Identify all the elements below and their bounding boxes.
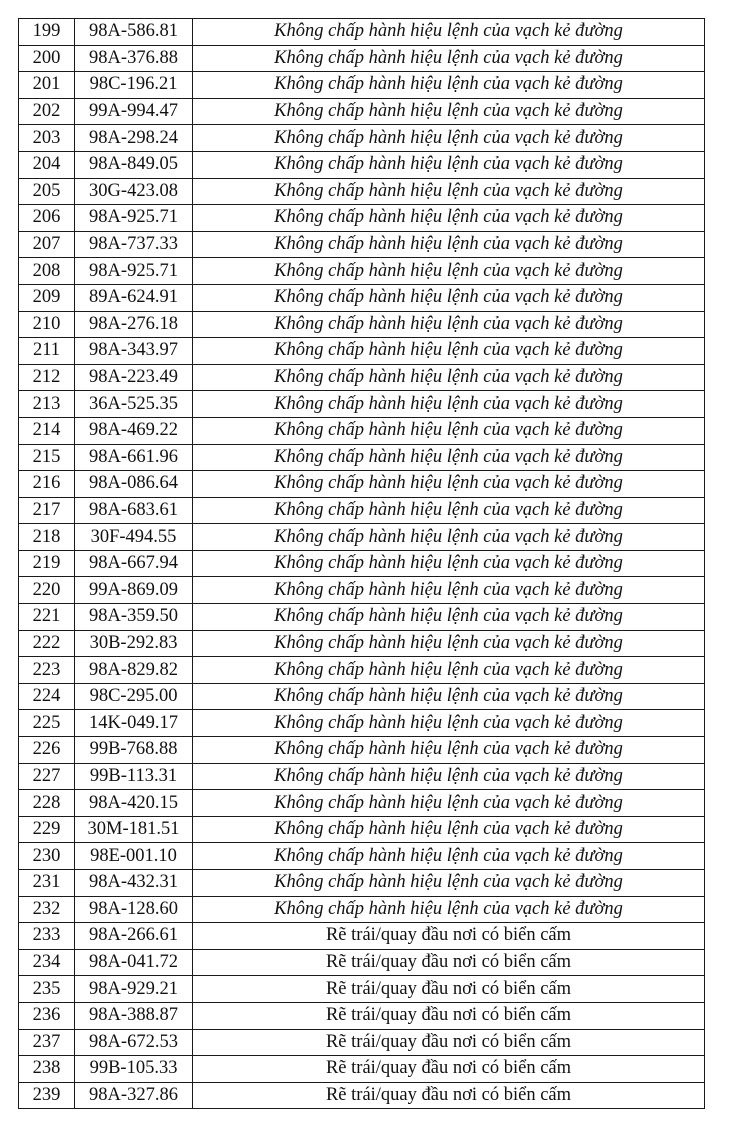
row-number-cell: 210 <box>19 311 75 338</box>
table-row <box>19 178 705 205</box>
violation-description-cell: Rẽ trái/quay đầu nơi có biển cấm <box>193 1002 705 1029</box>
row-number-cell: 221 <box>19 604 75 631</box>
row-number-cell: 228 <box>19 790 75 817</box>
violation-description-cell: Không chấp hành hiệu lệnh của vạch kẻ đường <box>193 338 705 365</box>
license-plate-cell: 98A-849.05 <box>75 151 193 178</box>
table-row <box>19 72 705 99</box>
license-plate-cell: 98C-196.21 <box>75 72 193 99</box>
row-number-cell: 209 <box>19 284 75 311</box>
license-plate-cell: 98A-388.87 <box>75 1002 193 1029</box>
violation-description-cell: Không chấp hành hiệu lệnh của vạch kẻ đường <box>193 125 705 152</box>
row-number-cell: 203 <box>19 125 75 152</box>
license-plate-cell: 99A-869.09 <box>75 577 193 604</box>
row-number-cell: 229 <box>19 816 75 843</box>
row-number-cell: 200 <box>19 45 75 72</box>
table-row <box>19 949 705 976</box>
violation-description-cell: Không chấp hành hiệu lệnh của vạch kẻ đường <box>193 550 705 577</box>
row-number-cell: 232 <box>19 896 75 923</box>
license-plate-cell: 98A-829.82 <box>75 657 193 684</box>
violation-description-cell: Không chấp hành hiệu lệnh của vạch kẻ đường <box>193 497 705 524</box>
violation-description-cell: Rẽ trái/quay đầu nơi có biển cấm <box>193 949 705 976</box>
license-plate-cell: 98A-327.86 <box>75 1082 193 1109</box>
row-number-cell: 199 <box>19 19 75 46</box>
table-row <box>19 923 705 950</box>
violation-description-cell: Không chấp hành hiệu lệnh của vạch kẻ đường <box>193 231 705 258</box>
license-plate-cell: 99A-994.47 <box>75 98 193 125</box>
row-number-cell: 201 <box>19 72 75 99</box>
table-row <box>19 417 705 444</box>
row-number-cell: 207 <box>19 231 75 258</box>
license-plate-cell: 98A-586.81 <box>75 19 193 46</box>
violation-description-cell: Không chấp hành hiệu lệnh của vạch kẻ đường <box>193 763 705 790</box>
violation-description-cell: Không chấp hành hiệu lệnh của vạch kẻ đường <box>193 178 705 205</box>
license-plate-cell: 98A-929.21 <box>75 976 193 1003</box>
table-row <box>19 311 705 338</box>
violation-description-cell: Không chấp hành hiệu lệnh của vạch kẻ đường <box>193 205 705 232</box>
license-plate-cell: 98A-737.33 <box>75 231 193 258</box>
violation-description-cell: Rẽ trái/quay đầu nơi có biển cấm <box>193 1056 705 1083</box>
license-plate-cell: 98E-001.10 <box>75 843 193 870</box>
table-row <box>19 284 705 311</box>
table-row <box>19 843 705 870</box>
row-number-cell: 212 <box>19 364 75 391</box>
license-plate-cell: 30M-181.51 <box>75 816 193 843</box>
row-number-cell: 214 <box>19 417 75 444</box>
table-row <box>19 976 705 1003</box>
table-row <box>19 1002 705 1029</box>
violation-description-cell: Rẽ trái/quay đầu nơi có biển cấm <box>193 1029 705 1056</box>
license-plate-cell: 36A-525.35 <box>75 391 193 418</box>
table-row <box>19 151 705 178</box>
table-row <box>19 763 705 790</box>
table-row <box>19 816 705 843</box>
violation-description-cell: Không chấp hành hiệu lệnh của vạch kẻ đường <box>193 98 705 125</box>
row-number-cell: 224 <box>19 683 75 710</box>
violation-description-cell: Không chấp hành hiệu lệnh của vạch kẻ đường <box>193 790 705 817</box>
license-plate-cell: 30F-494.55 <box>75 524 193 551</box>
violation-description-cell: Không chấp hành hiệu lệnh của vạch kẻ đường <box>193 604 705 631</box>
violation-description-cell: Không chấp hành hiệu lệnh của vạch kẻ đường <box>193 683 705 710</box>
table-row <box>19 604 705 631</box>
violation-description-cell: Không chấp hành hiệu lệnh của vạch kẻ đường <box>193 737 705 764</box>
table-row <box>19 790 705 817</box>
table-row <box>19 1029 705 1056</box>
row-number-cell: 206 <box>19 205 75 232</box>
row-number-cell: 202 <box>19 98 75 125</box>
row-number-cell: 218 <box>19 524 75 551</box>
violation-description-cell: Không chấp hành hiệu lệnh của vạch kẻ đường <box>193 896 705 923</box>
table-row <box>19 870 705 897</box>
violation-description-cell: Không chấp hành hiệu lệnh của vạch kẻ đường <box>193 870 705 897</box>
table-row <box>19 258 705 285</box>
row-number-cell: 220 <box>19 577 75 604</box>
violation-description-cell: Không chấp hành hiệu lệnh của vạch kẻ đường <box>193 391 705 418</box>
license-plate-cell: 30B-292.83 <box>75 630 193 657</box>
license-plate-cell: 98A-086.64 <box>75 471 193 498</box>
row-number-cell: 231 <box>19 870 75 897</box>
violation-description-cell: Không chấp hành hiệu lệnh của vạch kẻ đường <box>193 151 705 178</box>
violation-description-cell: Không chấp hành hiệu lệnh của vạch kẻ đường <box>193 284 705 311</box>
license-plate-cell: 98C-295.00 <box>75 683 193 710</box>
table-row <box>19 338 705 365</box>
row-number-cell: 234 <box>19 949 75 976</box>
violation-description-cell: Không chấp hành hiệu lệnh của vạch kẻ đường <box>193 417 705 444</box>
table-row <box>19 125 705 152</box>
violation-description-cell: Rẽ trái/quay đầu nơi có biển cấm <box>193 976 705 1003</box>
violation-description-cell: Không chấp hành hiệu lệnh của vạch kẻ đường <box>193 72 705 99</box>
row-number-cell: 216 <box>19 471 75 498</box>
license-plate-cell: 98A-661.96 <box>75 444 193 471</box>
table-row <box>19 497 705 524</box>
row-number-cell: 238 <box>19 1056 75 1083</box>
row-number-cell: 230 <box>19 843 75 870</box>
row-number-cell: 239 <box>19 1082 75 1109</box>
license-plate-cell: 98A-667.94 <box>75 550 193 577</box>
license-plate-cell: 98A-925.71 <box>75 258 193 285</box>
violation-description-cell: Không chấp hành hiệu lệnh của vạch kẻ đường <box>193 258 705 285</box>
row-number-cell: 205 <box>19 178 75 205</box>
table-row <box>19 657 705 684</box>
license-plate-cell: 99B-113.31 <box>75 763 193 790</box>
table-row <box>19 471 705 498</box>
row-number-cell: 222 <box>19 630 75 657</box>
row-number-cell: 236 <box>19 1002 75 1029</box>
row-number-cell: 217 <box>19 497 75 524</box>
table-row <box>19 364 705 391</box>
table-row <box>19 45 705 72</box>
violation-description-cell: Không chấp hành hiệu lệnh của vạch kẻ đường <box>193 444 705 471</box>
table-row <box>19 683 705 710</box>
license-plate-cell: 98A-672.53 <box>75 1029 193 1056</box>
row-number-cell: 204 <box>19 151 75 178</box>
row-number-cell: 235 <box>19 976 75 1003</box>
violation-description-cell: Không chấp hành hiệu lệnh của vạch kẻ đường <box>193 524 705 551</box>
table-row <box>19 98 705 125</box>
row-number-cell: 219 <box>19 550 75 577</box>
table-row <box>19 231 705 258</box>
table-row <box>19 1056 705 1083</box>
license-plate-cell: 98A-420.15 <box>75 790 193 817</box>
violation-description-cell: Không chấp hành hiệu lệnh của vạch kẻ đường <box>193 311 705 338</box>
row-number-cell: 215 <box>19 444 75 471</box>
license-plate-cell: 30G-423.08 <box>75 178 193 205</box>
row-number-cell: 225 <box>19 710 75 737</box>
row-number-cell: 213 <box>19 391 75 418</box>
table-row <box>19 630 705 657</box>
license-plate-cell: 98A-266.61 <box>75 923 193 950</box>
violation-description-cell: Rẽ trái/quay đầu nơi có biển cấm <box>193 923 705 950</box>
table-row <box>19 737 705 764</box>
license-plate-cell: 98A-469.22 <box>75 417 193 444</box>
license-plate-cell: 89A-624.91 <box>75 284 193 311</box>
license-plate-cell: 99B-768.88 <box>75 737 193 764</box>
row-number-cell: 237 <box>19 1029 75 1056</box>
license-plate-cell: 98A-223.49 <box>75 364 193 391</box>
license-plate-cell: 98A-276.18 <box>75 311 193 338</box>
table-row <box>19 391 705 418</box>
license-plate-cell: 98A-343.97 <box>75 338 193 365</box>
row-number-cell: 208 <box>19 258 75 285</box>
violation-description-cell: Không chấp hành hiệu lệnh của vạch kẻ đường <box>193 657 705 684</box>
license-plate-cell: 14K-049.17 <box>75 710 193 737</box>
license-plate-cell: 98A-041.72 <box>75 949 193 976</box>
license-plate-cell: 98A-298.24 <box>75 125 193 152</box>
license-plate-cell: 98A-128.60 <box>75 896 193 923</box>
violation-description-cell: Rẽ trái/quay đầu nơi có biển cấm <box>193 1082 705 1109</box>
violation-description-cell: Không chấp hành hiệu lệnh của vạch kẻ đường <box>193 45 705 72</box>
violation-description-cell: Không chấp hành hiệu lệnh của vạch kẻ đường <box>193 816 705 843</box>
license-plate-cell: 98A-432.31 <box>75 870 193 897</box>
violation-description-cell: Không chấp hành hiệu lệnh của vạch kẻ đường <box>193 577 705 604</box>
row-number-cell: 211 <box>19 338 75 365</box>
table-row <box>19 205 705 232</box>
violation-description-cell: Không chấp hành hiệu lệnh của vạch kẻ đường <box>193 710 705 737</box>
row-number-cell: 227 <box>19 763 75 790</box>
license-plate-cell: 98A-683.61 <box>75 497 193 524</box>
license-plate-cell: 98A-925.71 <box>75 205 193 232</box>
violation-description-cell: Không chấp hành hiệu lệnh của vạch kẻ đường <box>193 630 705 657</box>
table-row <box>19 19 705 46</box>
license-plate-cell: 98A-359.50 <box>75 604 193 631</box>
license-plate-cell: 98A-376.88 <box>75 45 193 72</box>
table-row <box>19 444 705 471</box>
violations-table <box>18 18 705 1109</box>
table-row <box>19 896 705 923</box>
license-plate-cell: 99B-105.33 <box>75 1056 193 1083</box>
table-row <box>19 1082 705 1109</box>
violation-description-cell: Không chấp hành hiệu lệnh của vạch kẻ đường <box>193 19 705 46</box>
row-number-cell: 226 <box>19 737 75 764</box>
violations-table-body <box>19 19 705 1109</box>
table-row <box>19 524 705 551</box>
row-number-cell: 233 <box>19 923 75 950</box>
table-row <box>19 550 705 577</box>
table-row <box>19 577 705 604</box>
violation-description-cell: Không chấp hành hiệu lệnh của vạch kẻ đường <box>193 843 705 870</box>
violation-description-cell: Không chấp hành hiệu lệnh của vạch kẻ đường <box>193 471 705 498</box>
violation-description-cell: Không chấp hành hiệu lệnh của vạch kẻ đường <box>193 364 705 391</box>
row-number-cell: 223 <box>19 657 75 684</box>
table-row <box>19 710 705 737</box>
